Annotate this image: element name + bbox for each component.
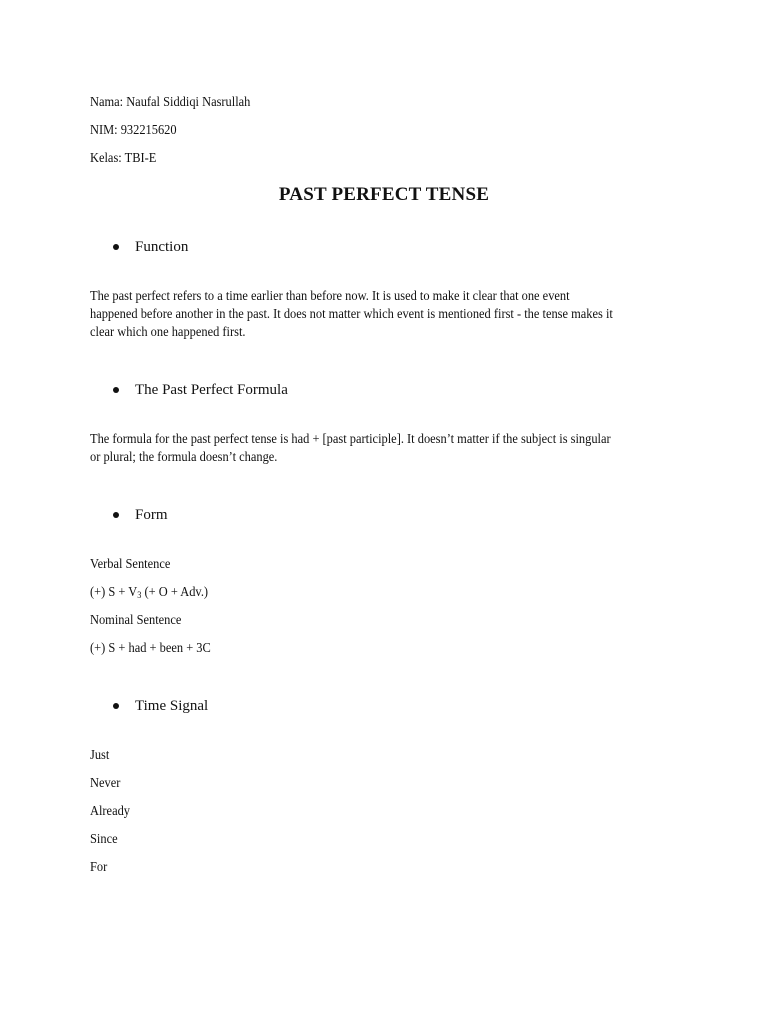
verbal-sentence-label: Verbal Sentence [90,556,171,571]
paragraph-line: happened before another in the past. It does not matter which event is mentioned first - the tense makes it [90,306,613,321]
time-signal-item: For [90,859,108,874]
student-class: Kelas: TBI-E [90,150,157,165]
bullet-icon [113,244,119,250]
document-title: PAST PERFECT TENSE [278,184,490,205]
time-signal-item: Just [90,747,110,762]
formula-paragraph [90,430,730,466]
time-signal-item: Since [90,831,118,846]
nominal-sentence-label: Nominal Sentence [90,612,182,627]
formula-subscript: 3 [137,590,142,600]
time-signal-item: Already [90,803,131,818]
section-heading-text: Time Signal [135,698,209,714]
paragraph-line: The formula for the past perfect tense is had + [past participle]. It doesn’t matter if the subject is singular [90,431,611,446]
student-nim: NIM: 932215620 [90,122,177,137]
formula-part: (+) S + V [90,584,138,599]
section-heading-text: Form [135,507,168,523]
time-signal-item: Never [90,775,121,790]
paragraph-line: clear which one happened first. [90,324,246,339]
section-heading-text: Function [135,239,189,255]
verbal-sentence-formula [90,584,208,603]
student-name: Nama: Naufal Siddiqi Nasrullah [90,94,251,109]
section-heading-text: The Past Perfect Formula [135,382,288,398]
nominal-sentence-formula: (+) S + had + been + 3C [90,640,211,655]
formula-part: (+ O + Adv.) [141,584,209,599]
bullet-icon [113,703,119,709]
bullet-icon [113,512,119,518]
function-paragraph [90,287,730,341]
paragraph-line: The past perfect refers to a time earlier than before now. It is used to make it clear that one event [90,288,570,303]
bullet-icon [113,387,119,393]
paragraph-line: or plural; the formula doesn’t change. [90,449,278,464]
